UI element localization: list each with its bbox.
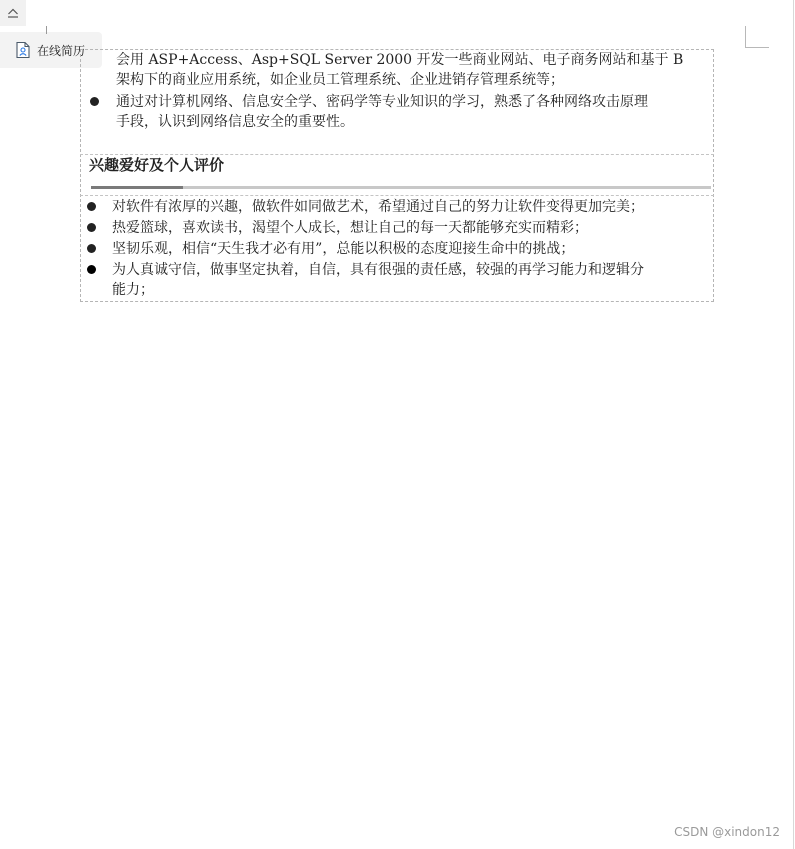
resume-document-icon <box>15 41 31 59</box>
watermark: CSDN @xindon12 <box>674 825 780 839</box>
page-right-border <box>793 0 794 849</box>
skills-item-2-line-1: 通过对计算机网络、信息安全学、密码学等专业知识的学习，熟悉了各种网络攻击原理 <box>116 94 648 110</box>
section-title-underline <box>91 186 711 189</box>
hobby-item-3: 坚韧乐观，相信“天生我才必有用”，总能以积极的态度迎接生命中的挑战； <box>112 241 575 257</box>
collapse-panel-button[interactable] <box>0 0 26 26</box>
bullet-icon <box>87 244 96 253</box>
skills-item-2-line-2: 手段，认识到网络信息安全的重要性。 <box>116 114 354 130</box>
hobby-item-4-line-2: 能力； <box>112 282 154 298</box>
hobby-item-2: 热爱篮球，喜欢读书，渴望个人成长，想让自己的每一天都能够充实而精彩； <box>112 220 588 236</box>
chevron-up-icon <box>7 8 19 18</box>
skills-item-1-line-2: 架构下的商业应用系统，如企业员工管理系统、企业进销存管理系统等； <box>116 72 564 88</box>
bullet-icon <box>87 265 96 274</box>
bullet-icon <box>87 202 96 211</box>
resume-content-area <box>80 49 714 302</box>
bullet-icon <box>90 97 99 106</box>
hobby-item-4-line-1: 为人真诚守信，做事坚定执着，自信，具有很强的责任感，较强的再学习能力和逻辑分 <box>112 262 644 278</box>
hobby-item-1: 对软件有浓厚的兴趣，做软件如同做艺术，希望通过自己的努力让软件变得更加完美； <box>112 199 644 215</box>
bullet-icon <box>87 223 96 232</box>
page-corner-mark-right-vertical <box>745 26 746 48</box>
page-corner-mark-left <box>46 26 47 34</box>
hobbies-section-title: 兴趣爱好及个人评价 <box>89 156 225 174</box>
skills-item-1-line-1: 会用 ASP+Access、Asp+SQL Server 2000 开发一些商业网站、电子商务网站和基于 B <box>116 52 684 68</box>
page-corner-mark-right-horizontal <box>745 47 769 48</box>
online-resume-label: 在线简历 <box>37 43 86 58</box>
section-title-underline-accent <box>91 186 183 189</box>
